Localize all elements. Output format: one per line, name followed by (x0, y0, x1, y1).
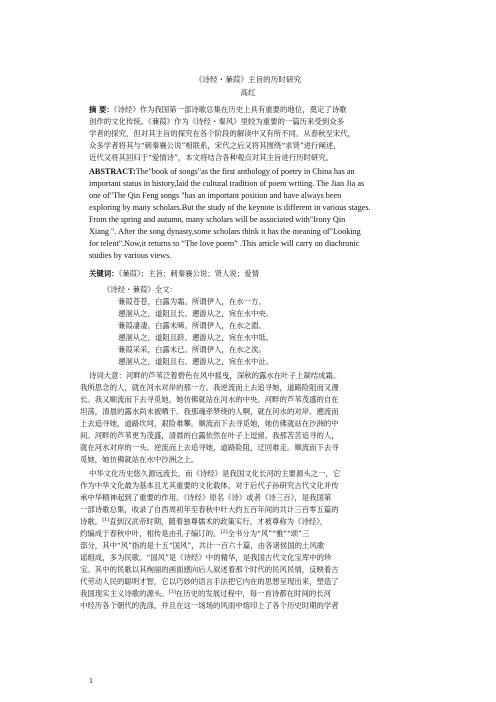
poem-heading: 《诗经・蒹葭》全文： (103, 285, 177, 294)
citation-ref[interactable]: [3] (168, 589, 176, 595)
translation-line: 我所思念的人，就在河水对岸的那一方。我逆流而上去追寻她，道路险阻而又漫 (80, 383, 339, 392)
abstract-text: 《诗经》作为我国第一部诗歌总集在历史上具有重要的地位，奠定了诗歌 (113, 105, 347, 114)
body-line: 我国现实主义诗歌的源头。[3]在历史的发展过程中，每一首诗都在时间的长河 (80, 589, 332, 598)
citation-ref[interactable]: [1] (102, 517, 110, 523)
body-line: 作为中华文化最为基本且尤其重要的文化载体，对于后代子孙研究古代文化并传 (80, 481, 339, 490)
body-line: 诗歌。[1]直到汉武帝时期，随着独尊儒术的政策实行，才被尊称为《诗经》， (80, 517, 328, 526)
abstract-en-label: ABSTRACT: (89, 167, 136, 176)
body-text (80, 468, 410, 612)
abstract-text: 学者的探究，但对其主旨的探究在各个阶段的解读中又有所不同。从春秋至宋代， (89, 129, 356, 138)
citation-ref[interactable]: [2] (220, 529, 228, 535)
abstract-en-text: for telent".Now,it returns to “The love poem” .This article will carry on diachronic (89, 239, 360, 248)
abstract-en-text: important status in history,laid the cultural tradition of poem writing. The Jian Jia as (89, 179, 365, 188)
poem-line: 蒹葭采采，白露未已。所谓伊人，在水之涘。 (118, 345, 266, 354)
paper-title: 《诗经・蒹葭》主旨的历时研究 (194, 75, 302, 84)
page-number: 1 (89, 677, 94, 685)
abstract-text: 众多学者将其与“刺秦襄公说”相联系，宋代之后又将其围绕“求贤”进行阐述， (89, 141, 341, 150)
abstract-en-text: exploring by many scholars.But the study of the keynote is different in various stages. (89, 203, 371, 212)
abstract-en-text: From the spring and autumn, many scholars will be associated with"Irony Qin (89, 215, 346, 224)
body-line: 中华文化历史悠久源远流长，而《诗经》是我国文化长河的主要源头之一，它 (89, 469, 341, 478)
keywords-label: 关键词： (89, 269, 119, 278)
abstract-en-text: one of"The Qin Feng songs "has an important position and have always been (89, 191, 342, 200)
body-line: 宝。其中的民歌以其绚丽的画面感向后人叙述着那个时代的民风民情，反映着古 (80, 565, 339, 574)
author-name: 高红 (240, 88, 256, 97)
abstract-en-text: Xiang ". After the song dynasty,some scholars think it has the meaning of"Looking (89, 227, 361, 236)
translation-line: 觅她，她仿佛就站在水中沙洲之上。 (80, 455, 199, 464)
abstract-label: 摘 要： (89, 105, 114, 114)
poem-line: 蒹葭苍苍，白露为霜。所谓伊人，在水一方。 (118, 297, 266, 306)
body-line: 约编成于春秋中叶，相传是由孔子编订的。[2]全书分为“风”“雅”“颂”三 (80, 529, 310, 538)
keywords-text: 《蒹葭》；主旨；刺秦襄公说；贤人说；爱情 (118, 269, 259, 278)
translation-line: 坦荡，清晨的露水尚未被晒干。我那魂牵梦绕的人啊，就在河水的对岸。遡流而 (80, 407, 339, 416)
body-line: 一部诗歌总集，收录了自西周初年至春秋中叶大约五百年间的共计三百零五篇的 (80, 505, 339, 514)
translation-line: 就在河水对岸的一头。逆流而上去追寻她，道路险阻，迂回难走。顺流而下去寻 (80, 443, 339, 452)
abstract-english (89, 166, 410, 262)
body-line: 中经历各个朝代的洗涤，并且在这一场场的风雨中熔印上了各个历史时期的学者 (80, 601, 339, 610)
poem-line: 蒹葭凄凄，白露未晞。所谓伊人，在水之湄。 (118, 321, 266, 330)
abstract-text: 创作的文化传统。《蒹葭》作为《诗经・秦风》里较为重要的一篇历来受到众多 (89, 117, 344, 126)
abstract-chinese (89, 104, 410, 164)
translation-line: 上去追寻她，道路坎坷，艰险难攀。顺流而下去寻觅她，她仿佛就站在沙洲的中 (80, 419, 339, 428)
abstract-en-text: The"book of songs"as the first anthology of poetry in China has an (135, 167, 355, 176)
abstract-text: 近代又将其回归于“爱情诗”，本文将结合各种观点对其主旨进行历时研究。 (89, 153, 334, 162)
poem-line: 遡洄从之，道阻且右。遡游从之，宛在水中沚。 (118, 357, 274, 366)
translation-line: 长。我又顺流而下去寻觅她，她仿佛就站在河水的中央。河畔的芦苇茂盛的自在 (80, 395, 339, 404)
keywords (89, 268, 410, 280)
poem-section (89, 284, 410, 368)
body-line: 代劳动人民的聪明才智，它以巧妙的语言手法把它内在的思想呈现出来，塑造了 (80, 577, 339, 586)
body-line: 承中华精神起到了重要的作用。《诗经》原名《诗》或者《诗三百》，是我国第 (80, 493, 332, 502)
abstract-en-text: studies by various views. (89, 251, 172, 260)
translation-line: 间。河畔的芦苇更为茂盛，清晨的白露依然在叶子上逗留。我那苦苦追寻的人， (80, 431, 339, 440)
body-line: 谣组成，多为民歌。“国风”是《诗经》中的精华，是我国古代文化宝库中的珍 (80, 553, 332, 562)
translation-section (80, 370, 410, 466)
poem-line: 遡洄从之，道阻且跻。遡游从之，宛在水中坻。 (118, 333, 274, 342)
poem-line: 遡洄从之，道阻且长。遡游从之，宛在水中央。 (118, 309, 274, 318)
translation-line: 诗词大意：河畔的芦苇泛着碧色在风中摇曳，深秋的露水在叶子上凝结成霜。 (89, 371, 341, 380)
body-line: 部分，其中“风”指的是十五“国风”，共计一百六十篇，由各诸侯国的土风歌 (80, 541, 325, 550)
